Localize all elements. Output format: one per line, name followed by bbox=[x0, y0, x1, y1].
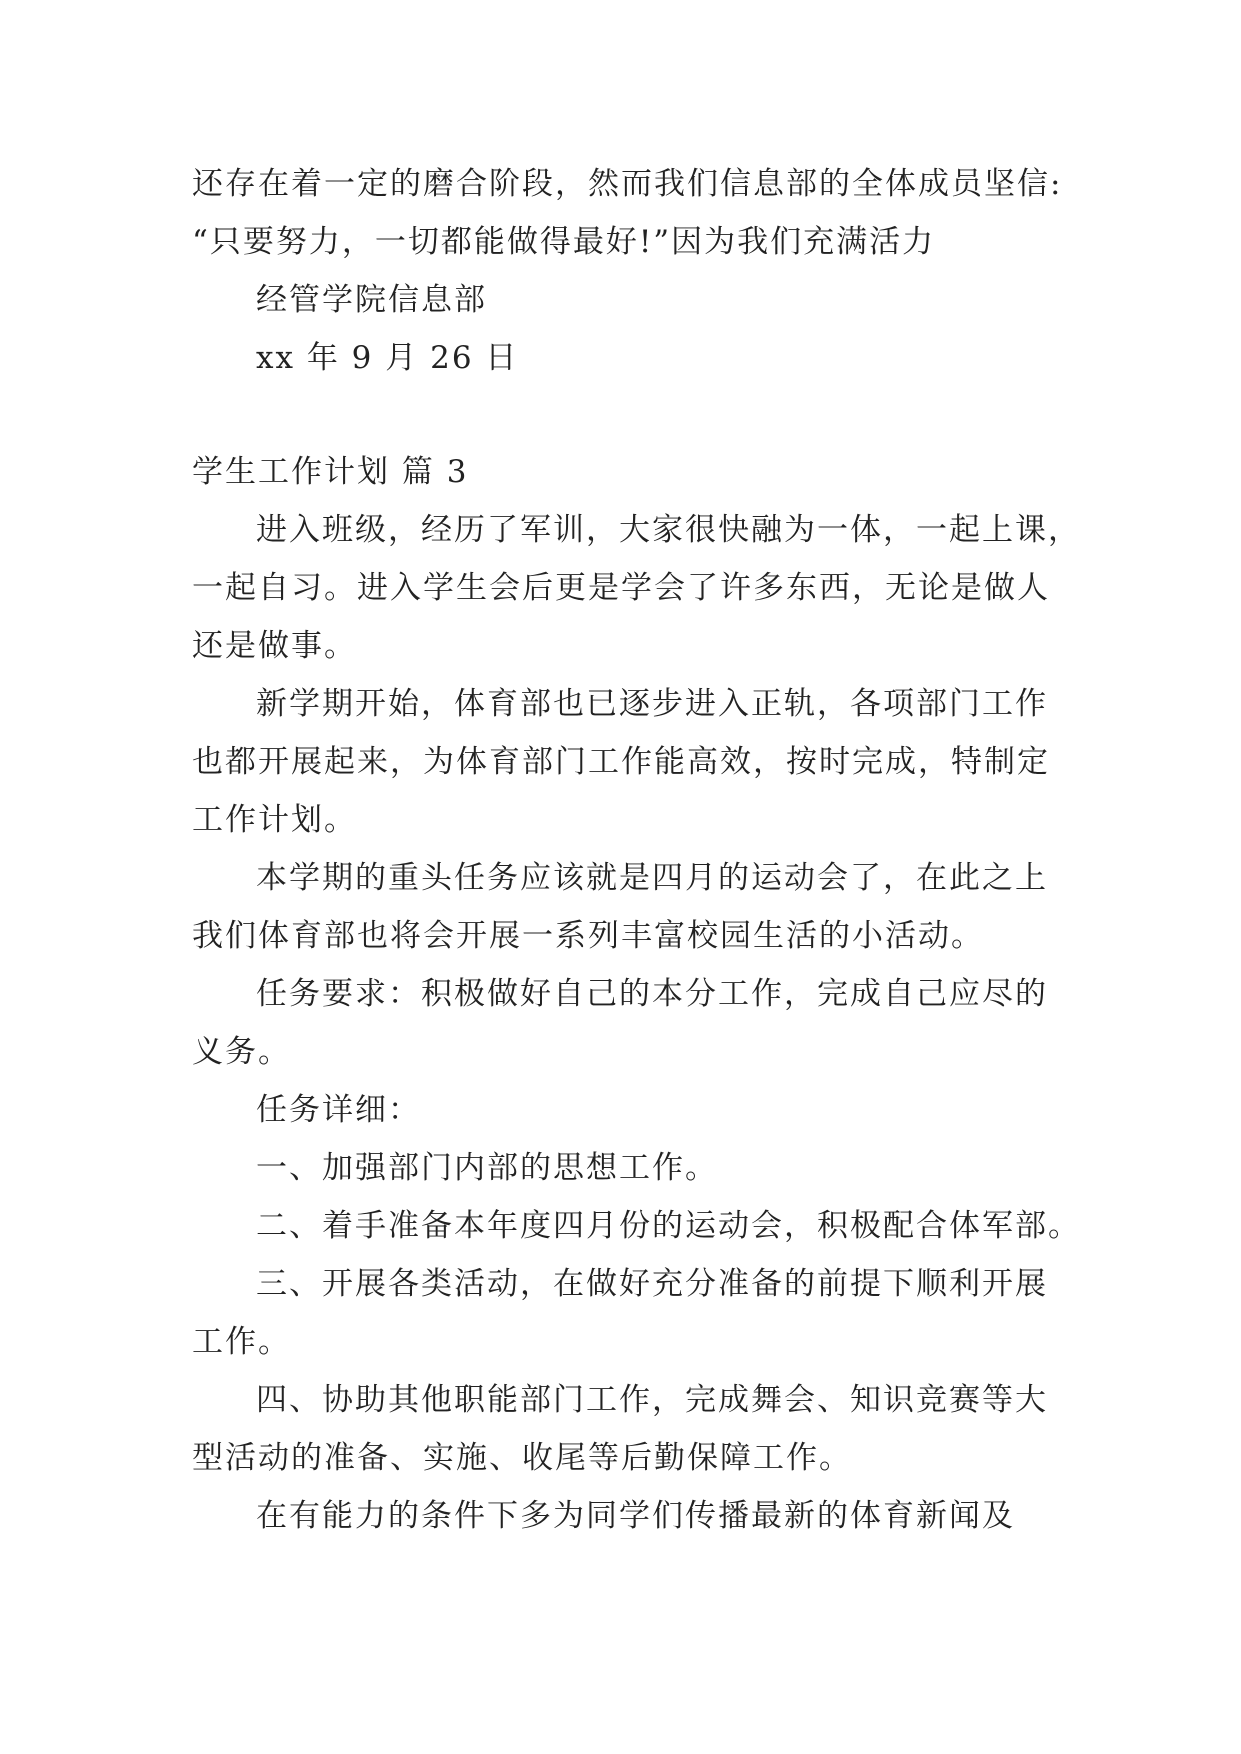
paragraph-line: 也都开展起来，为体育部门工作能高效，按时完成，特制定 bbox=[192, 744, 1050, 780]
document-body bbox=[192, 155, 1081, 1545]
paragraph-line: 任务要求：积极做好自己的本分工作，完成自己应尽的 bbox=[256, 976, 1048, 1012]
list-item-continuation: 型活动的准备、实施、收尾等后勤保障工作。 bbox=[192, 1440, 852, 1476]
paragraph-line: 本学期的重头任务应该就是四月的运动会了，在此之上 bbox=[256, 860, 1048, 896]
signature-date: xx 年 9 月 26 日 bbox=[256, 340, 519, 376]
paragraph-line: 工作计划。 bbox=[192, 802, 357, 838]
list-item: 四、协助其他职能部门工作，完成舞会、知识竞赛等大 bbox=[256, 1382, 1048, 1418]
paragraph-line: 在有能力的条件下多为同学们传播最新的体育新闻及 bbox=[256, 1498, 1015, 1534]
list-item-continuation: 工作。 bbox=[192, 1324, 291, 1360]
text-line: “只要努力，一切都能做得最好!”因为我们充满活力 bbox=[192, 224, 936, 260]
paragraph-line: 义务。 bbox=[192, 1034, 291, 1070]
list-item: 一、加强部门内部的思想工作。 bbox=[256, 1150, 718, 1186]
section-heading: 学生工作计划 篇 3 bbox=[192, 454, 469, 490]
list-item: 三、开展各类活动，在做好充分准备的前提下顺利开展 bbox=[256, 1266, 1048, 1302]
signature-department: 经管学院信息部 bbox=[256, 282, 487, 318]
section-gap bbox=[192, 387, 1056, 443]
list-item: 二、着手准备本年度四月份的运动会，积极配合体军部。 bbox=[256, 1208, 1081, 1244]
text-line: 还存在着一定的磨合阶段，然而我们信息部的全体成员坚信: bbox=[192, 166, 1063, 202]
paragraph-line: 还是做事。 bbox=[192, 628, 357, 664]
paragraph-line: 一起自习。进入学生会后更是学会了许多东西，无论是做人 bbox=[192, 570, 1050, 606]
paragraph-line: 任务详细： bbox=[256, 1092, 421, 1128]
paragraph-line: 新学期开始，体育部也已逐步进入正轨，各项部门工作 bbox=[256, 686, 1048, 722]
paragraph-line: 我们体育部也将会开展一系列丰富校园生活的小活动。 bbox=[192, 918, 984, 954]
paragraph-line: 进入班级，经历了军训，大家很快融为一体，一起上课， bbox=[256, 512, 1081, 548]
